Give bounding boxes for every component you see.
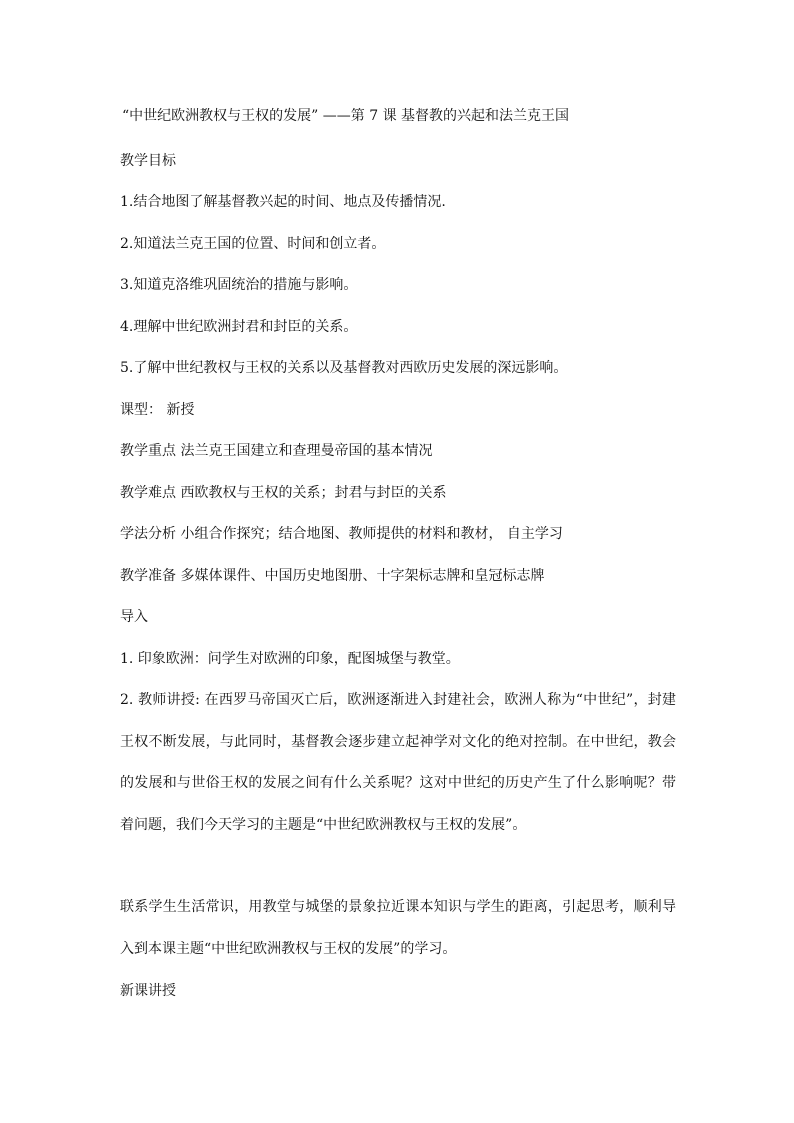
key-points: 教学重点 法兰克王国建立和查理曼帝国的基本情况 [120, 443, 433, 459]
difficult-points: 教学难点 西欧教权与王权的关系；封君与封臣的关系 [120, 485, 447, 501]
teaching-preparation: 教学准备 多媒体课件、中国历史地图册、十字架标志牌和皇冠标志牌 [120, 568, 545, 584]
intro-note: 联系学生生活常识，用教堂与城堡的景象拉近课本知识与学生的距离，引起思考，顺利导入到本课主题“中世纪欧洲教权与王权的发展”的学习。 [120, 899, 676, 957]
goal-item: 2.知道法兰克王国的位置、时间和创立者。 [120, 236, 386, 252]
teaching-goals-heading: 教学目标 [120, 153, 176, 169]
goal-item: 1.结合地图了解基督教兴起的时间、地点及传播情况. [120, 194, 446, 210]
goal-item: 3.知道克洛维巩固统治的措施与影响。 [120, 277, 358, 293]
goal-item: 5.了解中世纪教权与王权的关系以及基督教对西欧历史发展的深远影响。 [120, 360, 568, 376]
goal-item: 4.理解中世纪欧洲封君和封臣的关系。 [120, 319, 358, 335]
lesson-type: 课型： 新授 [120, 402, 195, 418]
intro-heading: 导入 [120, 609, 148, 625]
intro-item-2: 2. 教师讲授: 在西罗马帝国灭亡后，欧洲逐渐进入封建社会，欧洲人称为“中世纪”，封建王权不断发展，与此同时，基督教会逐步建立起神学对文化的绝对控制。在中世纪，教会的发展和与世俗王权的发展之间有什么关系呢？这对中世纪的历史产生了什么影响呢？带着问题，我们今天学习的主题是“中世纪欧洲教权与王权的发展”。 [120, 692, 676, 833]
document-title: “中世纪欧洲教权与王权的发展” ——第 7 课 基督教的兴起和法兰克王国 [122, 108, 570, 124]
study-method: 学法分析 小组合作探究；结合地图、教师提供的材料和教材， 自主学习 [120, 526, 563, 542]
intro-item-1: 1. 印象欧洲：问学生对欧洲的印象，配图城堡与教堂。 [120, 651, 460, 667]
new-lesson-heading: 新课讲授 [120, 983, 176, 999]
